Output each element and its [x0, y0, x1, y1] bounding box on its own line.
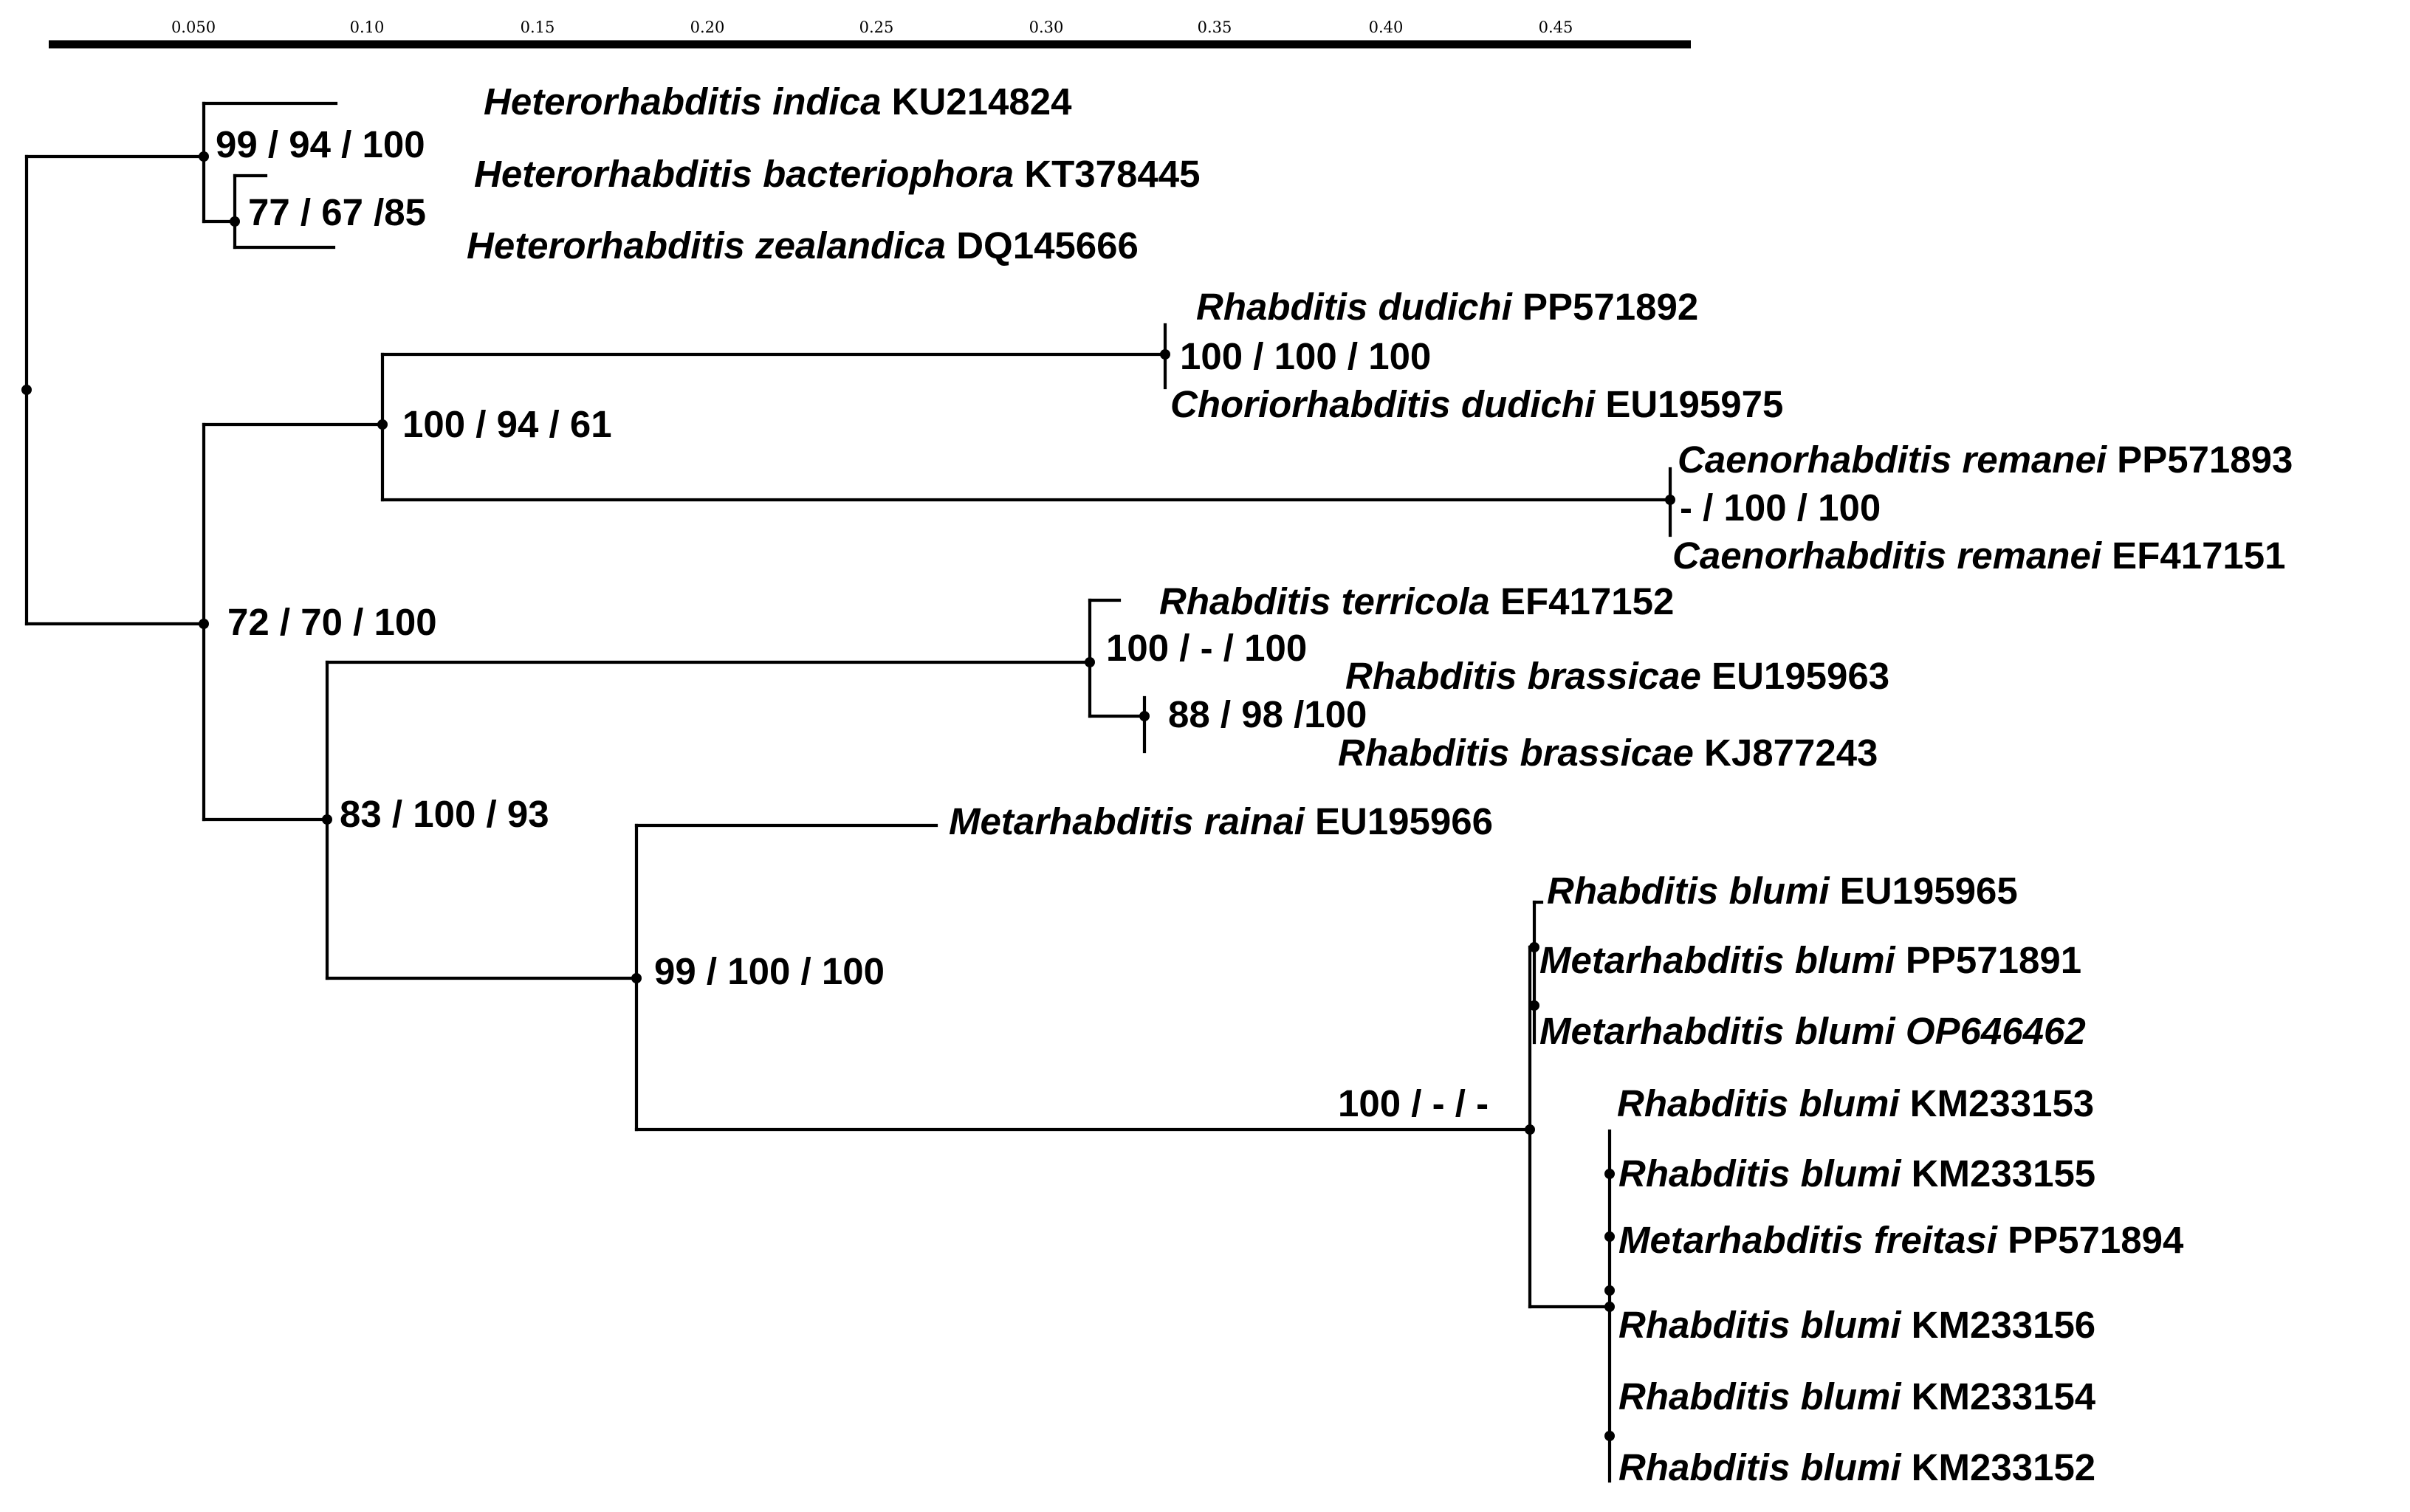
taxon-name: Metarhabditis freitasi	[1618, 1219, 1997, 1261]
taxon-name: Heterorhabditis zealandica	[467, 224, 947, 267]
scale-tick: 0.45	[1538, 18, 1573, 36]
tree-node	[1604, 1285, 1615, 1296]
taxon-name: Rhabditis blumi	[1618, 1304, 1901, 1346]
scale-tick: 0.15	[520, 18, 555, 36]
taxon-accession: KM233152	[1911, 1446, 2096, 1488]
taxon-name: Caenorhabditis remanei	[1678, 439, 2107, 481]
taxon-accession: PP571892	[1522, 286, 1699, 328]
tree-node	[1604, 1431, 1615, 1441]
taxon-label	[1618, 1446, 2095, 1488]
taxon-label	[1672, 535, 2286, 577]
tree-node	[1604, 1169, 1615, 1179]
tree-node	[1529, 1000, 1539, 1011]
taxon-accession: EF417152	[1500, 580, 1675, 622]
support-value: 100 / 94 / 61	[402, 403, 612, 445]
support-value: 72 / 70 / 100	[227, 601, 437, 643]
taxon-name: Heterorhabditis indica	[484, 80, 882, 123]
taxon-label	[1547, 870, 2018, 912]
taxon-name: Caenorhabditis remanei	[1672, 535, 2101, 577]
scale-tick: 0.050	[171, 18, 216, 36]
taxon-label	[467, 224, 1139, 267]
support-value: 100 / - / -	[1338, 1082, 1489, 1124]
taxon-label	[1539, 939, 2081, 981]
tree-node	[631, 973, 642, 983]
tree-node	[322, 814, 332, 825]
support-value: 100 / - / 100	[1106, 627, 1308, 669]
taxon-label	[1539, 1010, 2086, 1052]
taxon-name: Choriorhabditis dudichi	[1170, 383, 1596, 425]
tree-node	[1604, 1231, 1615, 1242]
taxon-accession: KM233156	[1911, 1304, 2096, 1346]
taxon-label	[1170, 383, 1783, 425]
support-value: 99 / 100 / 100	[654, 950, 885, 992]
scale-tick: 0.25	[859, 18, 894, 36]
taxon-label	[484, 80, 1072, 123]
taxon-name: Rhabditis blumi	[1618, 1152, 1901, 1195]
support-value: 83 / 100 / 93	[340, 793, 549, 835]
taxon-label	[949, 800, 1493, 842]
taxon-name: Rhabditis brassicae	[1345, 655, 1701, 697]
taxon-accession: KM233155	[1911, 1152, 2096, 1195]
taxon-accession: EU195963	[1712, 655, 1890, 697]
taxon-label	[1618, 1152, 2095, 1195]
taxon-accession: KU214824	[891, 80, 1072, 123]
taxon-labels	[467, 80, 2293, 1488]
taxon-name: Heterorhabditis bacteriophora	[474, 153, 1015, 195]
scale-tick: 0.40	[1368, 18, 1404, 36]
taxon-name: Rhabditis dudichi	[1196, 286, 1512, 328]
scale-bar	[49, 18, 1691, 44]
taxon-accession: EU195965	[1839, 870, 2018, 912]
tree-node	[1604, 1302, 1615, 1312]
tree-node	[1139, 711, 1150, 721]
taxon-accession: KJ877243	[1704, 732, 1878, 774]
scale-tick: 0.20	[690, 18, 725, 36]
support-value: 77 / 67 /85	[248, 191, 427, 233]
taxon-label	[1618, 1304, 2095, 1346]
taxon-accession: DQ145666	[956, 224, 1139, 267]
support-value: 100 / 100 / 100	[1180, 335, 1432, 377]
tree-node	[1160, 349, 1170, 360]
taxon-label	[474, 153, 1200, 195]
tree-node	[1085, 657, 1095, 667]
tree-node	[199, 151, 209, 162]
taxon-accession: KM233153	[1909, 1082, 2095, 1124]
tree-node	[21, 385, 32, 395]
taxon-label	[1618, 1219, 2184, 1261]
taxon-accession: EU195975	[1605, 383, 1784, 425]
scale-tick: 0.35	[1197, 18, 1232, 36]
taxon-name: Rhabditis blumi	[1618, 1375, 1901, 1418]
taxon-accession: PP571893	[2117, 439, 2293, 481]
tree-node	[1529, 942, 1539, 952]
tree-node	[230, 216, 240, 227]
taxon-label	[1345, 655, 1889, 697]
taxon-accession: PP571894	[2008, 1219, 2184, 1261]
tree-node	[377, 419, 388, 430]
taxon-label	[1196, 286, 1698, 328]
taxon-label	[1617, 1082, 2094, 1124]
taxon-label	[1618, 1375, 2096, 1418]
scale-tick: 0.10	[349, 18, 385, 36]
taxon-name: Rhabditis blumi	[1547, 870, 1830, 912]
support-value: 99 / 94 / 100	[216, 123, 425, 165]
taxon-name: Metarhabditis blumi	[1539, 939, 1895, 981]
scale-tick: 0.30	[1029, 18, 1064, 36]
taxon-name: Metarhabditis rainai	[949, 800, 1305, 842]
taxon-accession: PP571891	[1905, 939, 2082, 981]
support-value: 88 / 98 /100	[1168, 693, 1367, 735]
tree-node	[1665, 495, 1675, 505]
support-value: - / 100 / 100	[1680, 487, 1881, 529]
taxon-name: Rhabditis brassicae	[1338, 732, 1694, 774]
taxon-name: Metarhabditis blumi OP646462	[1539, 1010, 2086, 1052]
taxon-label	[1159, 580, 1674, 622]
taxon-accession: EF417151	[2112, 535, 2286, 577]
taxon-name: Rhabditis blumi	[1618, 1446, 1901, 1488]
tree-node	[1525, 1124, 1535, 1135]
taxon-accession: KM233154	[1911, 1375, 2096, 1418]
taxon-name: Rhabditis blumi	[1617, 1082, 1900, 1124]
taxon-name: Rhabditis terricola	[1159, 580, 1490, 622]
tree-node	[199, 619, 209, 629]
taxon-label	[1338, 732, 1878, 774]
taxon-accession: KT378445	[1024, 153, 1201, 195]
taxon-label	[1678, 439, 2293, 481]
taxon-accession: EU195966	[1314, 800, 1493, 842]
